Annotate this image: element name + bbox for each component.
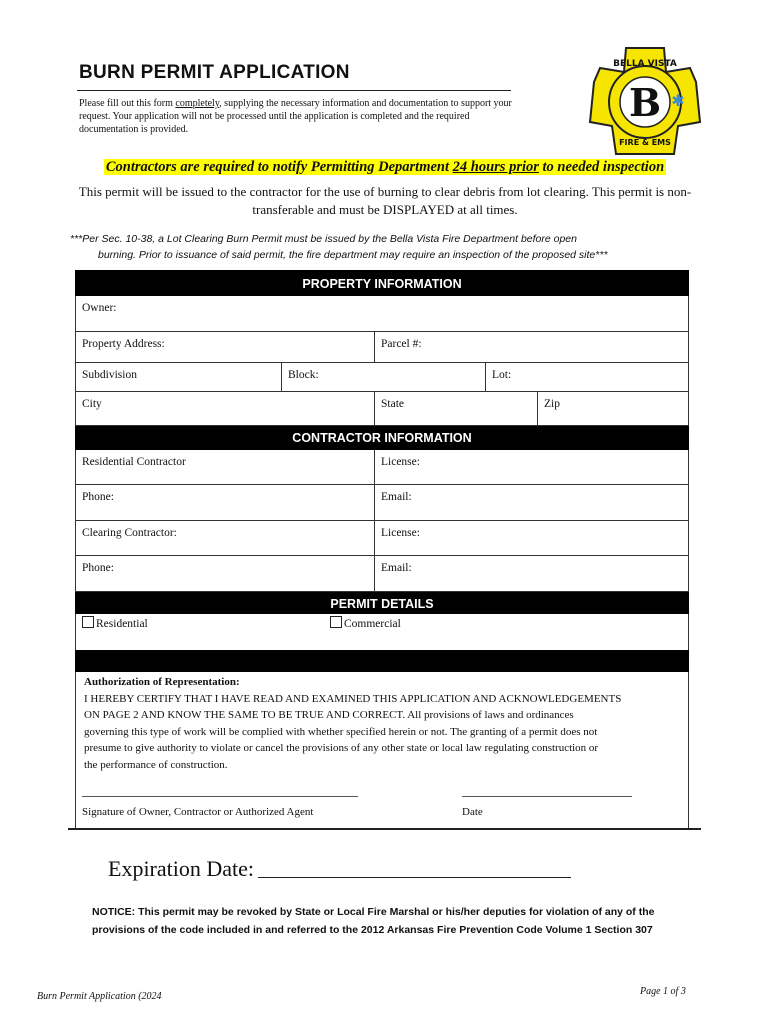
application-form: [75, 270, 689, 830]
section-note-line2: burning. Prior to issuance of said permit, the fire department may require an inspection of the proposed site***: [98, 249, 608, 261]
section-note-line1: ***Per Sec. 10-38, a Lot Clearing Burn Permit must be issued by the Bella Vista Fire Department before open: [70, 233, 577, 245]
commercial-label: Commercial: [344, 618, 401, 630]
property-heading: PROPERTY INFORMATION: [75, 270, 689, 296]
block-field[interactable]: Block:: [281, 363, 485, 391]
revocation-notice: [92, 903, 692, 939]
zip-field[interactable]: Zip: [537, 392, 688, 425]
phone-row-1: [75, 485, 689, 521]
permit-type-row: [75, 614, 689, 650]
notice-underlined: 24 hours prior: [452, 159, 539, 175]
date-label: Date: [462, 806, 483, 818]
residential-contractor-field[interactable]: Residential Contractor: [82, 456, 186, 468]
logo-text-top: BELLA VISTA: [613, 59, 677, 69]
authorization-line1: I HEREBY CERTIFY THAT I HAVE READ AND EXAMINED THIS APPLICATION AND ACKNOWLEDGEMENTS: [84, 692, 622, 705]
state-field[interactable]: State: [374, 392, 537, 425]
city-field[interactable]: City: [82, 398, 102, 410]
revocation-notice-line2: provisions of the code included in and referred to the 2012 Arkansas Fire Prevention Code Volume 1 Section 307: [92, 924, 653, 936]
intro-post: , supplying the necessary information and documentation to support your request. Your application will not be processed until the application is completed and the required documentation is provided.: [79, 98, 512, 135]
revocation-notice-line1: NOTICE: This permit may be revoked by State or Local Fire Marshal or his/her deputies for violation of any of the: [92, 906, 655, 918]
residential-label: Residential: [96, 618, 148, 630]
city-row: [75, 392, 689, 426]
owner-row: [75, 296, 689, 332]
logo-letter: B: [628, 80, 662, 125]
contractor-notice-highlight: [104, 159, 666, 175]
bottom-divider: [68, 828, 701, 830]
authorization-bar: [75, 650, 689, 672]
authorization-line5: the performance of construction.: [84, 758, 228, 771]
subdivision-field[interactable]: Subdivision: [82, 369, 137, 381]
license-field-2[interactable]: License:: [374, 521, 688, 555]
signature-line[interactable]: [82, 796, 358, 797]
residential-contractor-row: [75, 450, 689, 485]
expiration-label: Expiration Date:: [108, 856, 255, 881]
commercial-option[interactable]: [324, 614, 688, 650]
notice-pre: Contractors are required to notify Permitting Department: [105, 159, 453, 175]
expiration-date-line[interactable]: [258, 877, 571, 878]
authorization-line4: presume to give authority to violate or cancel the provisions of any other state or local law regulating construction or: [84, 742, 599, 754]
page-number: Page 1 of 3: [640, 986, 686, 997]
logo-text-bottom: FIRE & EMS: [619, 138, 671, 147]
address-row: [75, 332, 689, 363]
title-divider: [77, 90, 511, 91]
date-line[interactable]: [462, 796, 632, 797]
intro-underlined: completely: [175, 98, 220, 109]
authorization-heading: Authorization of Representation:: [84, 676, 240, 688]
commercial-checkbox[interactable]: [330, 616, 342, 628]
phone-field-1[interactable]: Phone:: [82, 491, 114, 503]
authorization-section: [75, 672, 689, 830]
signature-label: Signature of Owner, Contractor or Authorized Agent: [82, 806, 314, 818]
contractor-notice: [0, 158, 770, 176]
fire-department-logo: [586, 44, 704, 160]
page-title: BURN PERMIT APPLICATION: [79, 62, 350, 83]
residential-option[interactable]: [76, 614, 324, 650]
footer-title: Burn Permit Application (2024: [37, 991, 162, 1002]
permit-details-heading: PERMIT DETAILS: [75, 592, 689, 614]
owner-field[interactable]: Owner:: [82, 302, 117, 314]
star-of-life-icon: ✱: [671, 93, 685, 110]
property-address-field[interactable]: Property Address:: [82, 338, 165, 350]
contractor-heading: CONTRACTOR INFORMATION: [75, 426, 689, 450]
residential-checkbox[interactable]: [82, 616, 94, 628]
clearing-contractor-row: [75, 521, 689, 556]
intro-text: [79, 97, 519, 136]
subdivision-row: [75, 363, 689, 392]
lot-field[interactable]: Lot:: [485, 363, 688, 391]
intro-pre: Please fill out this form: [79, 98, 176, 109]
authorization-line2: ON PAGE 2 AND KNOW THE SAME TO BE TRUE AND CORRECT. All provisions of laws and ordinances: [84, 709, 574, 721]
authorization-line3: governing this type of work will be complied with whether specified herein or not. The granting of a permit does not: [84, 725, 598, 738]
license-field-1[interactable]: License:: [374, 450, 688, 484]
phone-row-2: [75, 556, 689, 592]
clearing-contractor-field[interactable]: Clearing Contractor:: [82, 527, 177, 539]
email-field-1[interactable]: Email:: [374, 485, 688, 520]
email-field-2[interactable]: Email:: [374, 556, 688, 591]
parcel-field[interactable]: Parcel #:: [374, 332, 688, 362]
phone-field-2[interactable]: Phone:: [82, 562, 114, 574]
section-note: [70, 231, 710, 263]
notice-post: to needed inspection: [538, 159, 665, 175]
permit-issued-text: This permit will be issued to the contractor for the use of burning to clear debris from lot clearing. This permit is non-transferable and must be DISPLAYED at all times.: [78, 184, 692, 217]
